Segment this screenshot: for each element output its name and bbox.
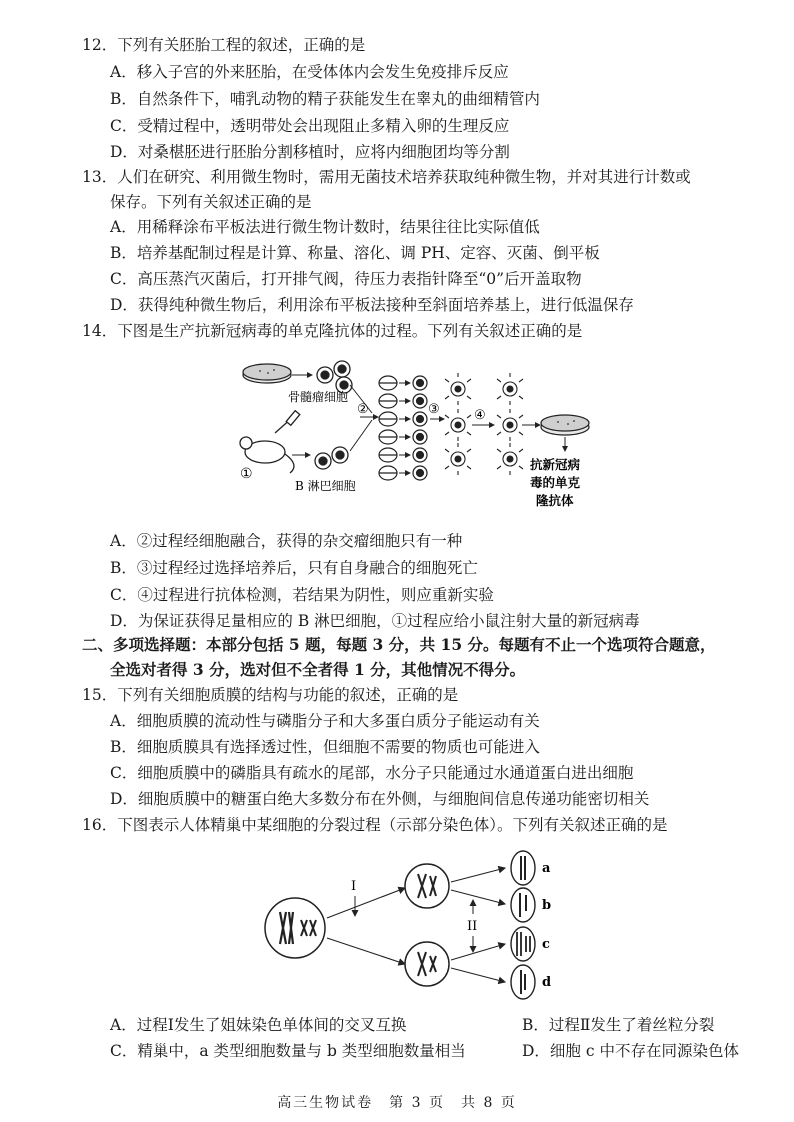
antibody-culture-dish-icon [541, 415, 589, 435]
q13-stem-line1: 13．人们在研究、利用微生物时，需用无菌技术培养获取纯种微生物，并对其进行计数或 [82, 168, 691, 186]
hybridoma-cells-icon [413, 376, 427, 480]
antibody-producing-cells-icon [445, 373, 523, 475]
cell-b-icon [511, 888, 535, 922]
q16-option-c: C．精巢中，a 类型细胞数量与 b 类型细胞数量相当 [110, 1042, 466, 1060]
cell-b-label: b [542, 898, 552, 913]
q12-option-c: C．受精过程中，透明带处会出现阻止多精入卵的生理反应 [110, 117, 510, 135]
q14-option-b: B．③过程经过选择培养后，只有自身融合的细胞死亡 [110, 559, 478, 577]
q16-option-b: B．过程Ⅱ发生了着丝粒分裂 [522, 1016, 715, 1034]
q13-option-c: C．高压蒸汽灭菌后，打开排气阀，待压力表指针降至“0”后开盖取物 [110, 270, 582, 288]
section2-instructions: 全选对者得 3 分，选对但不全者得 1 分，其他情况不得分。 [110, 660, 526, 679]
q15-stem: 15．下列有关细胞质膜的结构与功能的叙述，正确的是 [82, 686, 459, 704]
q12-stem: 12．下列有关胚胎工程的叙述，正确的是 [82, 36, 366, 54]
q12-option-a: A．移入子宫的外来胚胎，在受体体内会发生免疫排斥反应 [110, 63, 509, 81]
myeloma-culture-dish-icon [243, 364, 291, 383]
q16-option-d: D．细胞 c 中不存在同源染色体 [522, 1042, 739, 1060]
step3-label: ③ [428, 402, 440, 417]
process-II-label: II [467, 919, 478, 934]
step2-label: ② [357, 402, 369, 417]
q15-option-b: B．细胞质膜具有选择透过性，但细胞不需要的物质也可能进入 [110, 738, 540, 756]
product-label-line2: 毒的单克 [530, 475, 581, 490]
cell-d-label: d [542, 975, 552, 990]
q13-option-b: B．培养基配制过程是计算、称量、溶化、调 PH、定容、灭菌、倒平板 [110, 244, 600, 262]
q14-stem: 14．下图是生产抗新冠病毒的单克隆抗体的过程。下列有关叙述正确的是 [82, 322, 583, 340]
fused-cells-column-icon [379, 376, 397, 480]
step1-label: ① [240, 466, 253, 482]
q12-option-d: D．对桑椹胚进行胚胎分割移植时，应将内细胞团均等分割 [110, 143, 510, 161]
parent-cell-icon [265, 898, 325, 958]
myeloma-cells-icon [317, 361, 352, 393]
cell-d-icon [511, 965, 535, 999]
q14-option-c: C．④过程进行抗体检测，若结果为阴性，则应重新实验 [110, 586, 494, 604]
mouse-icon [240, 411, 300, 473]
cell-division-figure [255, 848, 575, 1008]
q16-stem: 16．下图表示人体精巢中某细胞的分裂过程（示部分染色体）。下列有关叙述正确的是 [82, 816, 668, 834]
q13-option-a: A．用稀释涂布平板法进行微生物计数时，结果往往比实际值低 [110, 218, 540, 236]
step4-label: ④ [474, 408, 486, 423]
bcell-label: B 淋巴细胞 [295, 479, 356, 493]
q14-option-d: D．为保证获得足量相应的 B 淋巴细胞，①过程应给小鼠注射大量的新冠病毒 [110, 612, 640, 630]
page-footer: 高三生物试卷 第 3 页 共 8 页 [277, 1095, 517, 1111]
q15-option-c: C．细胞质膜中的磷脂具有疏水的尾部，水分子只能通过水通道蛋白进出细胞 [110, 764, 634, 782]
section2-heading: 二、多项选择题：本部分包括 5 题，每题 3 分，共 15 分。每题有不止一个选项符合题意， [82, 635, 716, 654]
q15-option-d: D．细胞质膜中的糖蛋白绝大多数分布在外侧，与细胞间信息传递功能密切相关 [110, 790, 650, 808]
q12-option-b: B．自然条件下，哺乳动物的精子获能发生在睾丸的曲细精管内 [110, 90, 540, 108]
q16-option-a: A．过程Ⅰ发生了姐妹染色单体间的交叉互换 [110, 1016, 407, 1034]
q14-option-a: A．②过程经细胞融合，获得的杂交瘤细胞只有一种 [110, 532, 463, 550]
cell-a-label: a [542, 861, 551, 876]
process-I-label: I [351, 879, 357, 894]
cell-a-icon [511, 851, 535, 885]
q13-stem-line2: 保存。下列有关叙述正确的是 [110, 193, 312, 211]
secondary-cell-bottom-icon [405, 942, 449, 986]
b-cells-icon [315, 447, 348, 469]
product-label-line1: 抗新冠病 [530, 457, 581, 472]
monoclonal-antibody-figure [230, 355, 610, 520]
product-label-line3: 隆抗体 [536, 493, 574, 508]
q13-option-d: D．获得纯种微生物后，利用涂布平板法接种至斜面培养基上，进行低温保存 [110, 296, 634, 314]
cell-c-icon [511, 927, 535, 961]
cell-c-label: c [542, 937, 550, 952]
q15-option-a: A．细胞质膜的流动性与磷脂分子和大多蛋白质分子能运动有关 [110, 712, 540, 730]
myeloma-label: 骨髓瘤细胞 [288, 390, 349, 404]
secondary-cell-top-icon [405, 864, 449, 908]
